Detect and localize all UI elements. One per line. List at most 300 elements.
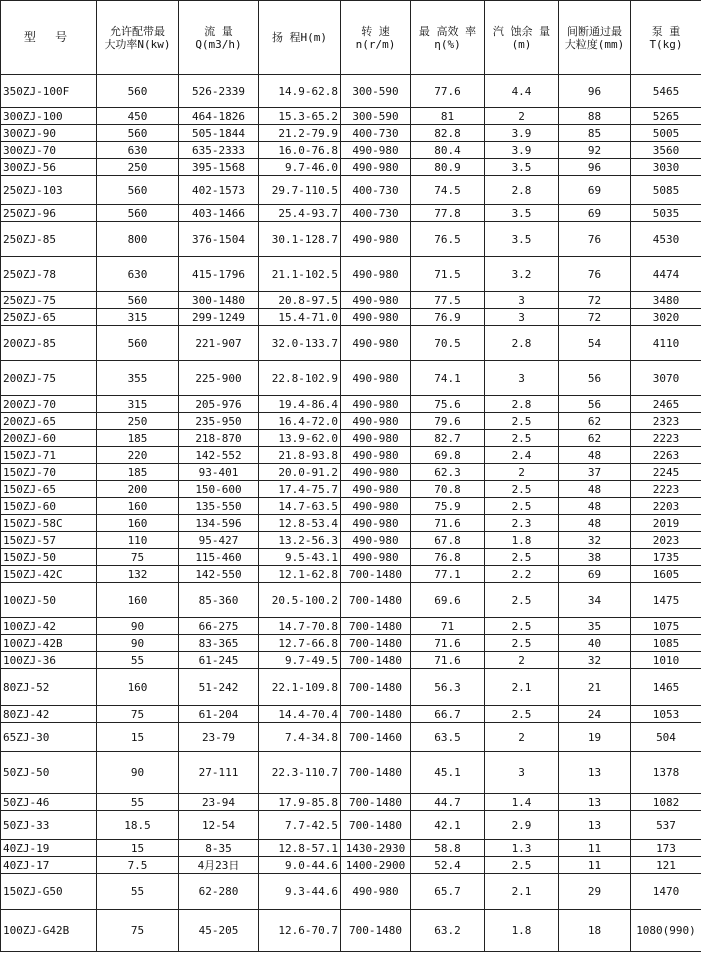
table-row [1, 309, 701, 326]
cell-npsh: 1.4 [485, 794, 559, 811]
cell-weight: 5035 [631, 205, 701, 222]
cell-npsh: 3 [485, 752, 559, 794]
cell-head: 16.0-76.8 [259, 142, 341, 159]
table-row [1, 669, 701, 706]
cell-particle-size: 13 [559, 794, 631, 811]
cell-flow: 635-2333 [179, 142, 259, 159]
cell-model: 150ZJ-42C [1, 566, 97, 583]
table-row [1, 532, 701, 549]
cell-npsh: 2.1 [485, 874, 559, 910]
header-flow: 流 量 Q(m3/h) [179, 1, 259, 75]
cell-efficiency: 58.8 [411, 840, 485, 857]
table-row [1, 752, 701, 794]
cell-efficiency: 67.8 [411, 532, 485, 549]
cell-efficiency: 77.8 [411, 205, 485, 222]
cell-model: 150ZJ-60 [1, 498, 97, 515]
cell-efficiency: 75.9 [411, 498, 485, 515]
cell-power: 160 [97, 498, 179, 515]
table-row [1, 326, 701, 361]
table-row [1, 498, 701, 515]
cell-speed: 490-980 [341, 142, 411, 159]
cell-npsh: 2.5 [485, 498, 559, 515]
cell-weight: 3070 [631, 361, 701, 396]
cell-speed: 700-1480 [341, 752, 411, 794]
cell-particle-size: 48 [559, 481, 631, 498]
cell-speed: 700-1480 [341, 635, 411, 652]
cell-head: 13.2-56.3 [259, 532, 341, 549]
cell-weight: 2223 [631, 481, 701, 498]
cell-model: 200ZJ-85 [1, 326, 97, 361]
cell-flow: 464-1826 [179, 108, 259, 125]
cell-model: 300ZJ-90 [1, 125, 97, 142]
cell-flow: 415-1796 [179, 257, 259, 292]
cell-weight: 3030 [631, 159, 701, 176]
cell-npsh: 3.5 [485, 222, 559, 257]
cell-particle-size: 48 [559, 447, 631, 464]
cell-particle-size: 19 [559, 723, 631, 752]
cell-speed: 490-980 [341, 222, 411, 257]
cell-power: 250 [97, 413, 179, 430]
cell-flow: 51-242 [179, 669, 259, 706]
cell-speed: 490-980 [341, 874, 411, 910]
cell-speed: 490-980 [341, 498, 411, 515]
cell-head: 17.4-75.7 [259, 481, 341, 498]
cell-npsh: 3.9 [485, 125, 559, 142]
table-row [1, 159, 701, 176]
cell-power: 160 [97, 583, 179, 618]
table-row [1, 396, 701, 413]
cell-particle-size: 76 [559, 257, 631, 292]
header-power: 允许配带最 大功率N(kw) [97, 1, 179, 75]
cell-power: 630 [97, 257, 179, 292]
cell-npsh: 2.5 [485, 430, 559, 447]
cell-npsh: 1.8 [485, 532, 559, 549]
cell-efficiency: 77.1 [411, 566, 485, 583]
cell-speed: 490-980 [341, 396, 411, 413]
cell-npsh: 1.3 [485, 840, 559, 857]
header-efficiency: 最 高效 率 η(%) [411, 1, 485, 75]
cell-weight: 173 [631, 840, 701, 857]
cell-npsh: 2.5 [485, 635, 559, 652]
cell-model: 150ZJ-50 [1, 549, 97, 566]
cell-head: 14.7-70.8 [259, 618, 341, 635]
table-row [1, 652, 701, 669]
cell-head: 9.7-49.5 [259, 652, 341, 669]
cell-efficiency: 63.2 [411, 910, 485, 952]
table-row [1, 257, 701, 292]
cell-model: 65ZJ-30 [1, 723, 97, 752]
cell-power: 55 [97, 794, 179, 811]
cell-head: 32.0-133.7 [259, 326, 341, 361]
cell-particle-size: 69 [559, 205, 631, 222]
cell-head: 22.1-109.8 [259, 669, 341, 706]
cell-power: 560 [97, 75, 179, 108]
table-row [1, 874, 701, 910]
cell-flow: 61-245 [179, 652, 259, 669]
cell-flow: 402-1573 [179, 176, 259, 205]
cell-model: 50ZJ-46 [1, 794, 97, 811]
cell-particle-size: 37 [559, 464, 631, 481]
cell-power: 250 [97, 159, 179, 176]
cell-particle-size: 92 [559, 142, 631, 159]
cell-flow: 403-1466 [179, 205, 259, 222]
table-row [1, 464, 701, 481]
cell-flow: 150-600 [179, 481, 259, 498]
cell-particle-size: 11 [559, 857, 631, 874]
cell-npsh: 2.1 [485, 669, 559, 706]
cell-speed: 400-730 [341, 176, 411, 205]
cell-speed: 300-590 [341, 108, 411, 125]
table-row [1, 549, 701, 566]
cell-flow: 235-950 [179, 413, 259, 430]
cell-model: 250ZJ-85 [1, 222, 97, 257]
cell-weight: 4474 [631, 257, 701, 292]
cell-flow: 115-460 [179, 549, 259, 566]
cell-model: 150ZJ-G50 [1, 874, 97, 910]
cell-particle-size: 96 [559, 159, 631, 176]
cell-particle-size: 38 [559, 549, 631, 566]
cell-flow: 221-907 [179, 326, 259, 361]
cell-weight: 5005 [631, 125, 701, 142]
cell-npsh: 2 [485, 723, 559, 752]
cell-model: 250ZJ-78 [1, 257, 97, 292]
cell-efficiency: 66.7 [411, 706, 485, 723]
cell-efficiency: 42.1 [411, 811, 485, 840]
cell-flow: 505-1844 [179, 125, 259, 142]
cell-efficiency: 52.4 [411, 857, 485, 874]
cell-efficiency: 81 [411, 108, 485, 125]
cell-weight: 121 [631, 857, 701, 874]
cell-head: 30.1-128.7 [259, 222, 341, 257]
cell-weight: 3480 [631, 292, 701, 309]
table-row [1, 75, 701, 108]
cell-weight: 2323 [631, 413, 701, 430]
cell-speed: 490-980 [341, 532, 411, 549]
cell-model: 100ZJ-42 [1, 618, 97, 635]
cell-model: 150ZJ-57 [1, 532, 97, 549]
cell-head: 21.1-102.5 [259, 257, 341, 292]
cell-particle-size: 85 [559, 125, 631, 142]
cell-flow: 83-365 [179, 635, 259, 652]
cell-npsh: 2.8 [485, 176, 559, 205]
cell-head: 14.7-63.5 [259, 498, 341, 515]
cell-weight: 4530 [631, 222, 701, 257]
cell-flow: 205-976 [179, 396, 259, 413]
cell-particle-size: 72 [559, 309, 631, 326]
cell-particle-size: 62 [559, 413, 631, 430]
cell-model: 50ZJ-50 [1, 752, 97, 794]
cell-flow: 300-1480 [179, 292, 259, 309]
cell-head: 22.3-110.7 [259, 752, 341, 794]
cell-speed: 700-1480 [341, 794, 411, 811]
cell-head: 29.7-110.5 [259, 176, 341, 205]
cell-weight: 1010 [631, 652, 701, 669]
cell-head: 12.6-70.7 [259, 910, 341, 952]
cell-weight: 1082 [631, 794, 701, 811]
cell-head: 9.3-44.6 [259, 874, 341, 910]
cell-flow: 142-552 [179, 447, 259, 464]
cell-speed: 400-730 [341, 205, 411, 222]
cell-model: 50ZJ-33 [1, 811, 97, 840]
cell-weight: 1378 [631, 752, 701, 794]
cell-particle-size: 76 [559, 222, 631, 257]
table-row [1, 447, 701, 464]
header-weight: 泵 重 T(kg) [631, 1, 701, 75]
cell-flow: 299-1249 [179, 309, 259, 326]
table-row [1, 515, 701, 532]
cell-model: 80ZJ-42 [1, 706, 97, 723]
cell-power: 185 [97, 430, 179, 447]
cell-power: 132 [97, 566, 179, 583]
cell-speed: 490-980 [341, 549, 411, 566]
cell-particle-size: 40 [559, 635, 631, 652]
cell-power: 185 [97, 464, 179, 481]
table-row [1, 618, 701, 635]
cell-weight: 2245 [631, 464, 701, 481]
cell-npsh: 2.8 [485, 396, 559, 413]
cell-efficiency: 65.7 [411, 874, 485, 910]
cell-weight: 1085 [631, 635, 701, 652]
cell-power: 315 [97, 309, 179, 326]
header-head: 扬 程H(m) [259, 1, 341, 75]
cell-model: 350ZJ-100F [1, 75, 97, 108]
cell-power: 355 [97, 361, 179, 396]
cell-speed: 400-730 [341, 125, 411, 142]
cell-head: 9.0-44.6 [259, 857, 341, 874]
cell-head: 15.4-71.0 [259, 309, 341, 326]
cell-flow: 23-94 [179, 794, 259, 811]
cell-efficiency: 74.5 [411, 176, 485, 205]
cell-flow: 526-2339 [179, 75, 259, 108]
cell-flow: 135-550 [179, 498, 259, 515]
cell-power: 55 [97, 874, 179, 910]
header-particle-size: 间断通过最 大粒度(mm) [559, 1, 631, 75]
cell-power: 55 [97, 652, 179, 669]
cell-efficiency: 76.8 [411, 549, 485, 566]
cell-flow: 27-111 [179, 752, 259, 794]
cell-head: 14.4-70.4 [259, 706, 341, 723]
cell-efficiency: 74.1 [411, 361, 485, 396]
cell-npsh: 2.9 [485, 811, 559, 840]
table-row [1, 840, 701, 857]
cell-flow: 93-401 [179, 464, 259, 481]
cell-weight: 504 [631, 723, 701, 752]
cell-model: 250ZJ-96 [1, 205, 97, 222]
cell-efficiency: 77.5 [411, 292, 485, 309]
cell-head: 20.0-91.2 [259, 464, 341, 481]
cell-power: 110 [97, 532, 179, 549]
table-row [1, 811, 701, 840]
cell-flow: 376-1504 [179, 222, 259, 257]
cell-speed: 490-980 [341, 430, 411, 447]
cell-head: 21.2-79.9 [259, 125, 341, 142]
cell-power: 200 [97, 481, 179, 498]
cell-head: 17.9-85.8 [259, 794, 341, 811]
cell-model: 100ZJ-36 [1, 652, 97, 669]
cell-power: 15 [97, 723, 179, 752]
cell-particle-size: 96 [559, 75, 631, 108]
cell-particle-size: 54 [559, 326, 631, 361]
cell-npsh: 2 [485, 464, 559, 481]
cell-power: 560 [97, 125, 179, 142]
cell-efficiency: 69.6 [411, 583, 485, 618]
cell-flow: 395-1568 [179, 159, 259, 176]
cell-weight: 5265 [631, 108, 701, 125]
cell-speed: 700-1480 [341, 669, 411, 706]
cell-head: 12.8-57.1 [259, 840, 341, 857]
cell-weight: 1475 [631, 583, 701, 618]
cell-npsh: 3 [485, 361, 559, 396]
cell-npsh: 2.5 [485, 549, 559, 566]
cell-efficiency: 63.5 [411, 723, 485, 752]
cell-efficiency: 71.6 [411, 515, 485, 532]
table-row [1, 413, 701, 430]
table-row [1, 706, 701, 723]
cell-power: 800 [97, 222, 179, 257]
cell-particle-size: 56 [559, 361, 631, 396]
cell-efficiency: 75.6 [411, 396, 485, 413]
cell-head: 9.5-43.1 [259, 549, 341, 566]
cell-power: 75 [97, 549, 179, 566]
cell-weight: 1053 [631, 706, 701, 723]
cell-model: 200ZJ-65 [1, 413, 97, 430]
cell-power: 220 [97, 447, 179, 464]
cell-head: 7.7-42.5 [259, 811, 341, 840]
table-row [1, 176, 701, 205]
cell-efficiency: 62.3 [411, 464, 485, 481]
table-row [1, 361, 701, 396]
cell-speed: 700-1460 [341, 723, 411, 752]
cell-head: 12.8-53.4 [259, 515, 341, 532]
cell-efficiency: 71.6 [411, 635, 485, 652]
cell-weight: 1465 [631, 669, 701, 706]
cell-flow: 23-79 [179, 723, 259, 752]
header-model: 型 号 [1, 1, 97, 75]
cell-efficiency: 76.5 [411, 222, 485, 257]
cell-npsh: 2.5 [485, 413, 559, 430]
cell-power: 315 [97, 396, 179, 413]
cell-flow: 218-870 [179, 430, 259, 447]
cell-npsh: 3.5 [485, 159, 559, 176]
cell-head: 20.8-97.5 [259, 292, 341, 309]
cell-npsh: 2.4 [485, 447, 559, 464]
cell-npsh: 2.8 [485, 326, 559, 361]
cell-head: 19.4-86.4 [259, 396, 341, 413]
table-row [1, 481, 701, 498]
cell-speed: 700-1480 [341, 811, 411, 840]
table-row [1, 794, 701, 811]
cell-efficiency: 70.8 [411, 481, 485, 498]
cell-power: 7.5 [97, 857, 179, 874]
cell-head: 16.4-72.0 [259, 413, 341, 430]
cell-particle-size: 62 [559, 430, 631, 447]
cell-model: 250ZJ-65 [1, 309, 97, 326]
cell-model: 150ZJ-65 [1, 481, 97, 498]
cell-particle-size: 34 [559, 583, 631, 618]
cell-power: 560 [97, 205, 179, 222]
cell-npsh: 3 [485, 292, 559, 309]
cell-power: 75 [97, 706, 179, 723]
cell-speed: 1430-2930 [341, 840, 411, 857]
cell-model: 80ZJ-52 [1, 669, 97, 706]
cell-npsh: 2.5 [485, 706, 559, 723]
cell-npsh: 2.3 [485, 515, 559, 532]
table-row [1, 723, 701, 752]
cell-speed: 490-980 [341, 515, 411, 532]
table-row [1, 910, 701, 952]
table-row [1, 292, 701, 309]
cell-flow: 225-900 [179, 361, 259, 396]
cell-speed: 490-980 [341, 292, 411, 309]
cell-weight: 2263 [631, 447, 701, 464]
table-row [1, 583, 701, 618]
cell-npsh: 2 [485, 652, 559, 669]
cell-efficiency: 69.8 [411, 447, 485, 464]
cell-model: 40ZJ-17 [1, 857, 97, 874]
cell-flow: 142-550 [179, 566, 259, 583]
cell-model: 300ZJ-100 [1, 108, 97, 125]
header-npsh: 汽 蚀余 量 (m) [485, 1, 559, 75]
cell-particle-size: 35 [559, 618, 631, 635]
cell-power: 90 [97, 635, 179, 652]
cell-head: 21.8-93.8 [259, 447, 341, 464]
cell-model: 100ZJ-G42B [1, 910, 97, 952]
cell-weight: 537 [631, 811, 701, 840]
cell-weight: 1605 [631, 566, 701, 583]
cell-particle-size: 32 [559, 532, 631, 549]
cell-efficiency: 79.6 [411, 413, 485, 430]
header-speed: 转 速 n(r/m) [341, 1, 411, 75]
cell-particle-size: 29 [559, 874, 631, 910]
cell-weight: 2223 [631, 430, 701, 447]
cell-speed: 490-980 [341, 481, 411, 498]
cell-weight: 1075 [631, 618, 701, 635]
cell-efficiency: 56.3 [411, 669, 485, 706]
cell-efficiency: 71.6 [411, 652, 485, 669]
cell-speed: 700-1480 [341, 566, 411, 583]
table-row [1, 635, 701, 652]
cell-particle-size: 48 [559, 515, 631, 532]
cell-speed: 1400-2900 [341, 857, 411, 874]
cell-speed: 490-980 [341, 464, 411, 481]
cell-weight: 5465 [631, 75, 701, 108]
cell-model: 200ZJ-75 [1, 361, 97, 396]
cell-speed: 490-980 [341, 257, 411, 292]
cell-model: 300ZJ-56 [1, 159, 97, 176]
cell-power: 630 [97, 142, 179, 159]
cell-npsh: 2.5 [485, 481, 559, 498]
table-row [1, 142, 701, 159]
cell-efficiency: 76.9 [411, 309, 485, 326]
cell-particle-size: 72 [559, 292, 631, 309]
cell-efficiency: 77.6 [411, 75, 485, 108]
cell-npsh: 3 [485, 309, 559, 326]
cell-npsh: 3.5 [485, 205, 559, 222]
cell-npsh: 4.4 [485, 75, 559, 108]
cell-power: 15 [97, 840, 179, 857]
cell-speed: 300-590 [341, 75, 411, 108]
cell-particle-size: 13 [559, 811, 631, 840]
cell-head: 9.7-46.0 [259, 159, 341, 176]
cell-flow: 66-275 [179, 618, 259, 635]
cell-power: 560 [97, 176, 179, 205]
cell-speed: 700-1480 [341, 618, 411, 635]
cell-efficiency: 44.7 [411, 794, 485, 811]
cell-power: 160 [97, 669, 179, 706]
cell-power: 560 [97, 326, 179, 361]
cell-head: 20.5-100.2 [259, 583, 341, 618]
cell-particle-size: 24 [559, 706, 631, 723]
